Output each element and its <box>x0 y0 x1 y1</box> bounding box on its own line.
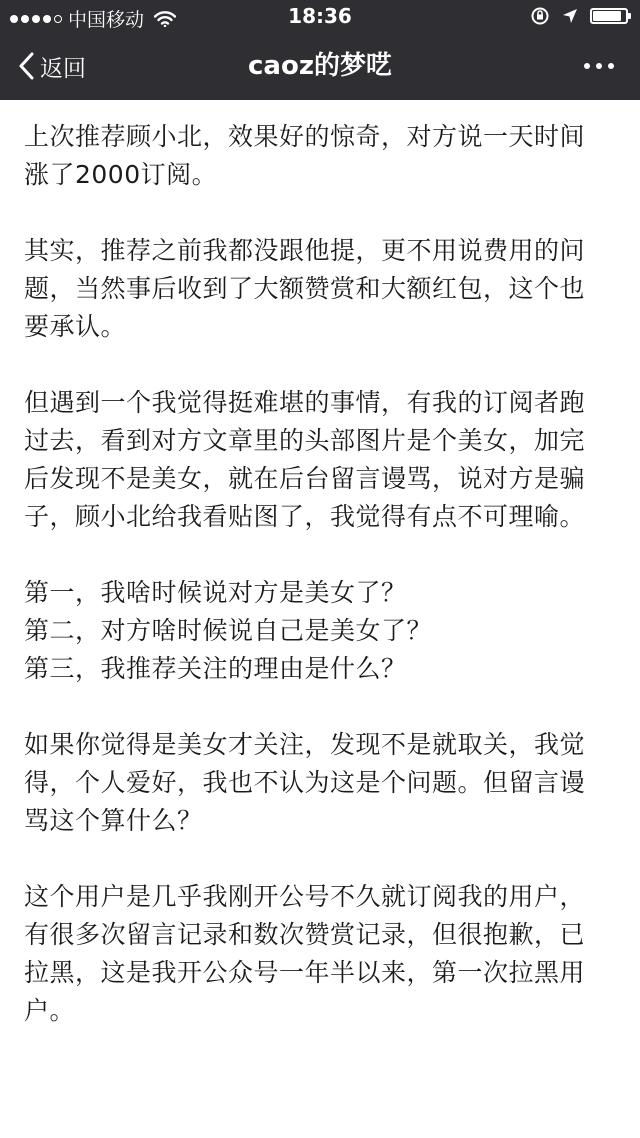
paragraph-line: 如果你觉得是美女才关注，发现不是就取关，我觉 <box>24 730 586 759</box>
paragraph-line: 但遇到一个我觉得挺难堪的事情，有我的订阅者跑 <box>24 388 586 417</box>
battery-icon <box>590 8 628 24</box>
paragraph-line: 要承认。 <box>24 312 127 341</box>
orientation-lock-icon <box>530 6 550 26</box>
status-bar <box>0 0 640 32</box>
back-label: 返回 <box>40 55 86 82</box>
paragraph-line: 户。 <box>24 996 76 1025</box>
article-paragraph <box>24 118 620 194</box>
status-time: 18:36 <box>288 4 352 28</box>
carrier-name: 中国移动 <box>68 9 145 31</box>
status-right <box>530 6 628 26</box>
paragraph-line: 第二，对方啥时候说自己是美女了？ <box>24 616 433 645</box>
article-paragraph <box>24 384 620 536</box>
chevron-left-icon <box>18 52 34 80</box>
paragraph-line: 拉黑，这是我开公众号一年半以来，第一次拉黑用 <box>24 958 586 987</box>
paragraph-line: 有很多次留言记录和数次赞赏记录，但很抱歉，已 <box>24 920 586 949</box>
location-arrow-icon <box>562 8 578 24</box>
paragraph-line: 其实，推荐之前我都没跟他提，更不用说费用的问 <box>24 236 586 265</box>
article-paragraph <box>24 878 620 1030</box>
page-title: caoz的梦呓 <box>248 51 392 81</box>
paragraph-line: 子，顾小北给我看贴图了，我觉得有点不可理喻。 <box>24 502 586 531</box>
paragraph-line: 上次推荐顾小北，效果好的惊奇，对方说一天时间 <box>24 122 586 151</box>
paragraph-line: 这个用户是几乎我刚开公号不久就订阅我的用户， <box>24 882 586 911</box>
paragraph-line: 涨了2000订阅。 <box>24 160 218 189</box>
paragraph-line: 第一，我啥时候说对方是美女了？ <box>24 578 407 607</box>
paragraph-line: 第三，我推荐关注的理由是什么？ <box>24 654 407 683</box>
paragraph-line: 题，当然事后收到了大额赞赏和大额红包，这个也 <box>24 274 586 303</box>
article-paragraph <box>24 574 620 688</box>
paragraph-line: 后发现不是美女，就在后台留言谩骂，说对方是骗 <box>24 464 586 493</box>
more-dots-icon[interactable] <box>584 32 614 100</box>
article-body <box>24 118 620 1068</box>
paragraph-line: 得，个人爱好，我也不认为这是个问题。但留言谩 <box>24 768 586 797</box>
article-paragraph <box>24 232 620 346</box>
paragraph-line: 骂这个算什么？ <box>24 806 203 835</box>
paragraph-line: 过去，看到对方文章里的头部图片是个美女，加完 <box>24 426 586 455</box>
back-button[interactable] <box>18 32 86 100</box>
navigation-bar <box>0 32 640 100</box>
battery-level-fill <box>593 11 621 21</box>
article-paragraph <box>24 726 620 840</box>
